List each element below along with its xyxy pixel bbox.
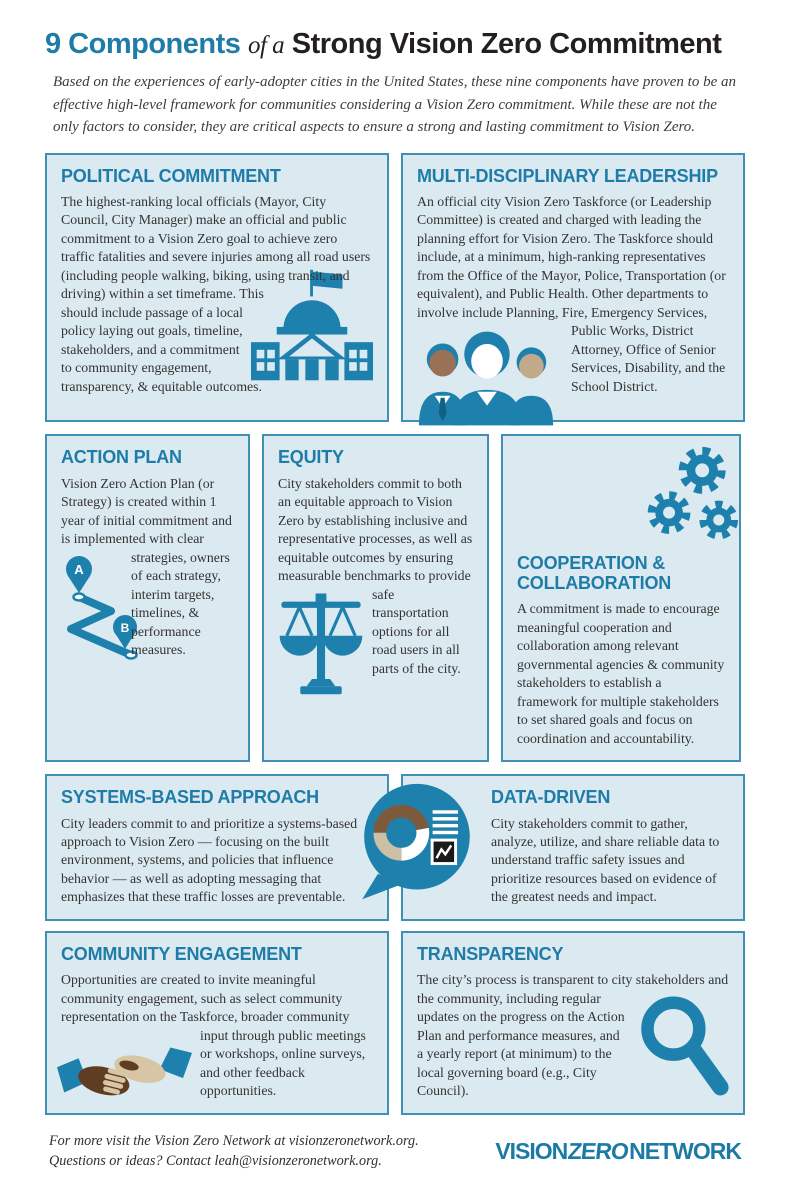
multi-disciplinary-text-1: An official city Vision Zero Taskforce (or Leadership Committee) is created and charged with leading the planning effort for Vision Zero. The Taskforce should include, at a minimum, high-ranking representatives from the Office of the Mayor, Police, Transportation (or equivalent), and Public Health. Other departments to involve include Planning, Fire, Emergency Services, xyxy=(417,193,726,320)
footer-line-1: For more visit the Vision Zero Network at visionzeronetwork.org. xyxy=(49,1132,419,1149)
systems-based-approach-card xyxy=(45,774,389,921)
action-plan-text xyxy=(61,475,234,660)
multi-disciplinary-leadership-card xyxy=(401,153,745,423)
intro-paragraph: Based on the experiences of early-adopter cities in the United States, these nine components have proven to be an effective high-level framework for communities considering a Vision Zero commitment. While these are not the only factors to consider, they are critical aspects to ensure a strong and lasting commitment to Vision Zero. xyxy=(53,74,737,135)
multi-disciplinary-leadership-title: MULTI-DISCIPLINARY LEADERSHIP xyxy=(417,165,718,186)
gears-icon xyxy=(647,444,739,550)
community-engagement-text-1: Opportunities are created to invite meaningful community engagement, such as select community representation on the Taskforce, broader community xyxy=(61,972,350,1025)
political-commitment-card xyxy=(45,153,389,423)
handshake-icon xyxy=(57,1031,192,1109)
balance-scale-icon xyxy=(276,588,366,698)
title-connector: of a xyxy=(247,32,285,59)
row-3 xyxy=(45,774,745,921)
systems-based-approach-title: SYSTEMS-BASED APPROACH xyxy=(61,787,319,808)
row-4 xyxy=(45,931,745,1115)
data-driven-title: DATA-DRIVEN xyxy=(491,787,611,808)
community-engagement-card xyxy=(45,931,389,1115)
action-plan-title: ACTION PLAN xyxy=(61,447,182,468)
svg-text:B: B xyxy=(120,620,130,635)
logo-network: NETWORK xyxy=(629,1137,741,1164)
row-1 xyxy=(45,153,745,423)
transparency-text xyxy=(417,971,729,1100)
data-driven-text: City stakeholders commit to gather, analyze, utilize, and share reliable data to understand traffic safety issues and prioritize resources based on evidence of the greatest needs and impact. xyxy=(491,815,720,905)
cooperation-collaboration-title: COOPERATION & COLLABORATION xyxy=(517,553,672,593)
equity-text xyxy=(278,475,473,678)
equity-text-1: City stakeholders commit to both an equitable approach to Vision Zero by establishing inclusive and representative processes, as well as equitable outcomes by ensuring measurable benchmarks to provide xyxy=(278,475,473,584)
transparency-text-2: updates on the progress on the Action Plan and performance measures, and a yearly report (at minimum) to the local governing board (e.g., City Council). xyxy=(417,1009,625,1099)
transparency-title: TRANSPARENCY xyxy=(417,943,564,964)
action-plan-text-1: Vision Zero Action Plan (or Strategy) is created within 1 year of initial commitment and is implemented with clear xyxy=(61,475,232,547)
logo-vision: VISION xyxy=(495,1137,568,1164)
taskforce-people-icon xyxy=(413,326,561,426)
title-accent: 9 Components xyxy=(45,28,241,60)
equity-text-2: safe transportation options for all road users in all parts of the city. xyxy=(372,586,461,676)
political-commitment-text-1: The highest-ranking local officials (Mayor, City Council, City Manager) make an official and public commitment to a Vision Zero goal to achieve zero traffic fatalities and severe injuries among all road users (including xyxy=(61,193,371,283)
community-engagement-text xyxy=(61,971,373,1100)
logo-zero: ZERO xyxy=(566,1137,630,1164)
page-title xyxy=(45,28,745,61)
capitol-building-icon xyxy=(251,269,373,381)
route-a-to-b-icon xyxy=(59,553,130,681)
row-2 xyxy=(45,434,745,762)
transparency-text-1: The city’s process is transparent to city stakeholders and the community, including regular xyxy=(417,972,729,1006)
equity-card xyxy=(262,434,489,762)
header xyxy=(45,28,745,139)
multi-disciplinary-leadership-text xyxy=(417,193,729,396)
footer-contact-text xyxy=(49,1131,419,1172)
svg-text:A: A xyxy=(74,561,84,577)
political-commitment-text-2: people walking, biking, using transit, and driving) within a set timeframe. This should include passage of a local policy laying out goals, timeline, stakeholders, and a commitment to community engagement, transparency, & equitable outcomes. xyxy=(61,267,350,394)
footer xyxy=(45,1131,745,1172)
data-driven-card xyxy=(401,774,745,921)
footer-line-2: Questions or ideas? Contact leah@visionzeronetwork.org. xyxy=(49,1153,382,1170)
cooperation-collaboration-text: A commitment is made to encourage meaningful cooperation and collaboration among relevant governmental agencies & community stakeholders to establish a framework for multiple stakeholders to set shared goals and focus on coordination and accountability. xyxy=(517,601,725,746)
systems-based-approach-text: City leaders commit to and prioritize a systems-based approach to Vision Zero — focusing on the built environment, systems, and policies that influence behavior — as well as adopting messaging that emphasizes that these traffic losses are preventable. xyxy=(61,815,358,905)
political-commitment-text xyxy=(61,193,373,396)
community-engagement-title: COMMUNITY ENGAGEMENT xyxy=(61,943,302,964)
transparency-card xyxy=(401,931,745,1115)
magnifying-glass-icon xyxy=(635,992,731,1100)
action-plan-text-2: strategies, owners of each strategy, interim targets, timelines, & performance measures. xyxy=(131,549,230,658)
action-plan-card xyxy=(45,434,250,762)
vision-zero-network-logo xyxy=(495,1138,741,1165)
political-commitment-title: POLITICAL COMMITMENT xyxy=(61,165,281,186)
cooperation-collaboration-card xyxy=(501,434,741,762)
equity-title: EQUITY xyxy=(278,447,344,468)
data-speech-bubble-icon xyxy=(353,778,478,910)
community-engagement-text-2: input through public meetings or workshops, online surveys, and other feedback opportunities. xyxy=(200,1027,366,1099)
multi-disciplinary-text-2: Public Works, District Attorney, Office of Senior Services, Disability, and the School District. xyxy=(571,323,726,394)
title-rest: Strong Vision Zero Commitment xyxy=(291,28,722,60)
